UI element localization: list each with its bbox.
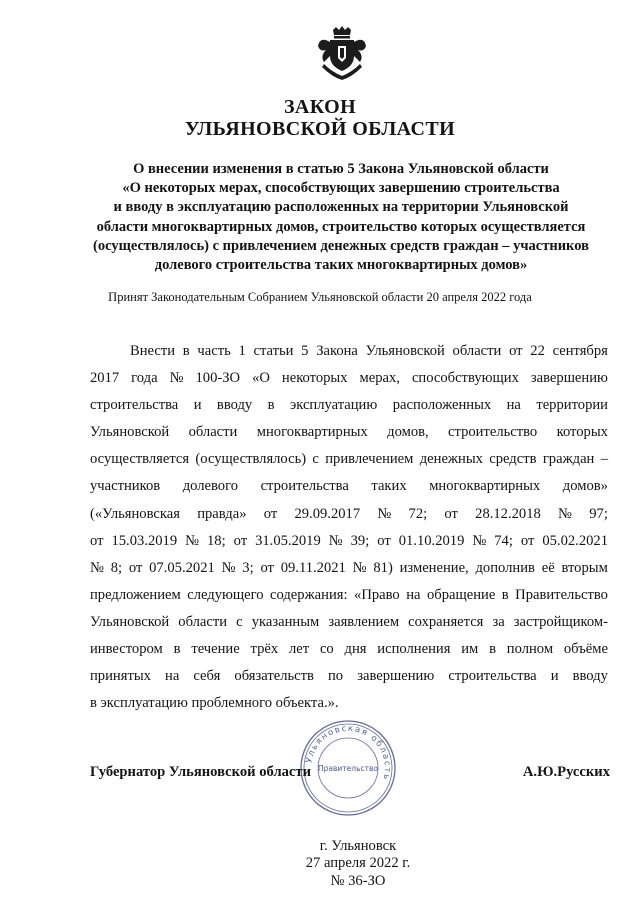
body-word: в — [90, 695, 101, 712]
body-word: № — [558, 505, 572, 522]
body-word: строительства — [260, 478, 349, 495]
body-word: 5 — [301, 343, 309, 359]
title-line: «О некоторых мерах, способствующих завершению строительства — [122, 180, 560, 197]
body-word: 29.09.2017 — [294, 505, 361, 522]
body-word: себя — [193, 668, 221, 685]
body-word: 81) — [373, 559, 393, 576]
body-word: Ульяновской — [90, 424, 170, 441]
coat-of-arms-emblem — [316, 26, 368, 82]
body-word: обязательств — [234, 668, 314, 685]
body-line — [90, 531, 608, 558]
svg-text:Ульяновская область: Ульяновская область — [304, 723, 393, 782]
body-word: № — [352, 559, 367, 576]
body-word: 74; — [494, 532, 513, 549]
title-line: О внесении изменения в статью 5 Закона Ульяновской области — [133, 161, 549, 177]
body-word: от — [377, 532, 391, 549]
body-word: Правительство — [515, 586, 608, 603]
body-word: в — [173, 641, 181, 658]
title-line: долевого строительства таких многоквартирных домов» — [154, 257, 528, 274]
body-word: эксплуатацию — [100, 695, 192, 712]
body-line — [90, 395, 608, 422]
body-word: и — [550, 668, 559, 685]
body-word: – — [600, 451, 608, 468]
body-word: в — [182, 343, 190, 359]
body-word: заявлением — [328, 613, 400, 630]
body-line — [90, 612, 608, 639]
signing-place: г. Ульяновск — [319, 838, 397, 854]
body-word: изменение, — [399, 559, 469, 576]
body-word: многоквартирных — [429, 478, 541, 495]
body-word: № — [472, 532, 487, 549]
signer-position: Губернатор Ульяновской области — [90, 764, 311, 780]
body-word: № — [328, 532, 343, 549]
body-word: расположенных — [392, 397, 492, 414]
body-word: за — [492, 613, 505, 630]
body-word: 15.03.2019 — [111, 532, 178, 549]
body-word: 01.10.2019 — [398, 532, 465, 549]
body-word: в — [489, 641, 496, 658]
body-line — [90, 639, 608, 666]
body-word: вводу — [216, 397, 253, 414]
body-word: 05.02.2021 — [542, 532, 608, 549]
body-word: строительства — [448, 668, 537, 685]
body-word: 09.11.2021 — [280, 559, 346, 576]
document-type-heading: ЗАКОН — [283, 96, 357, 118]
body-word: «О — [252, 370, 270, 387]
body-word: с — [312, 451, 319, 468]
body-word: Ульяновской — [365, 343, 445, 359]
body-word: 2017 — [90, 370, 120, 387]
body-word: «Право — [354, 586, 400, 603]
law-number: № 36-ЗО — [330, 873, 386, 889]
body-word: осуществляется — [90, 451, 190, 468]
body-line — [90, 666, 608, 693]
body-word: застройщиком- — [513, 613, 608, 630]
body-word: полном — [506, 641, 554, 658]
body-word: 3; — [242, 559, 254, 576]
body-word: способствующих — [411, 370, 519, 387]
body-word: которых — [556, 424, 608, 441]
body-word: № — [90, 559, 104, 576]
signer-name: А.Ю.Русских — [522, 764, 610, 780]
body-word: 72; — [408, 505, 428, 522]
body-word: № — [377, 505, 392, 522]
body-line — [90, 422, 608, 449]
body-word: области — [452, 343, 502, 359]
law-title — [70, 160, 612, 275]
body-word: домов, — [387, 424, 429, 441]
body-word: многоквартирных — [256, 424, 368, 441]
body-word: от — [444, 505, 458, 522]
body-word: объёме — [563, 641, 608, 658]
body-word: строительство — [448, 424, 538, 441]
body-word: объекта.». — [275, 695, 339, 712]
body-line — [90, 341, 608, 368]
body-word: денежных — [419, 451, 483, 468]
body-word: статьи — [253, 343, 294, 359]
body-line — [90, 558, 608, 585]
body-word: № — [185, 532, 200, 549]
body-word: строительства — [90, 397, 179, 414]
body-word: следующего — [187, 586, 264, 603]
body-line — [90, 476, 608, 503]
body-word: 07.05.2021 — [149, 559, 215, 576]
body-word: домов» — [562, 478, 608, 495]
body-word: года — [131, 370, 158, 387]
body-word: 22 — [530, 343, 545, 359]
body-word: от — [509, 343, 523, 359]
body-word: на — [506, 397, 521, 414]
body-word: граждан — [542, 451, 595, 468]
title-line: (осуществлялось) с привлечением денежных средств граждан – участников — [93, 237, 589, 254]
law-body — [90, 341, 608, 720]
body-word: Закона — [316, 343, 358, 359]
body-word: 8; — [110, 559, 123, 576]
body-word: 31.05.2019 — [255, 532, 321, 549]
body-word: 39; — [350, 532, 370, 549]
region-heading: УЛЬЯНОВСКОЙ ОБЛАСТИ — [184, 118, 456, 140]
body-word: содержания: — [270, 586, 348, 603]
svg-text:Правительство: Правительство — [318, 764, 378, 773]
body-word: дня — [344, 641, 367, 658]
body-word: 28.12.2018 — [475, 505, 541, 522]
body-word: её — [541, 559, 555, 576]
body-word: в — [501, 586, 509, 603]
body-word: обращение — [426, 586, 496, 603]
body-word: на — [165, 668, 180, 685]
body-word: течение — [191, 641, 240, 658]
body-word: № — [221, 559, 236, 576]
body-word: области — [178, 613, 228, 630]
body-word: на — [406, 586, 421, 603]
body-word: завершению — [357, 668, 435, 685]
body-word: эксплуатацию — [289, 397, 378, 414]
body-word: принятых — [90, 668, 151, 685]
title-line: и вводу в эксплуатацию расположенных на территории Ульяновской — [113, 199, 569, 216]
body-word: инвестором — [90, 641, 163, 658]
body-word: от — [520, 532, 535, 549]
body-word: № — [169, 370, 184, 387]
body-word: исполнения — [377, 641, 451, 658]
body-word: 1 — [238, 343, 246, 359]
body-word: по — [328, 668, 344, 685]
body-word: средств — [489, 451, 537, 468]
body-line — [90, 368, 608, 395]
body-word: дополнив — [475, 559, 535, 576]
body-word: сохраняется — [408, 613, 484, 630]
body-word: им — [461, 641, 479, 658]
body-word: мерах, — [359, 370, 400, 387]
body-word: часть — [197, 343, 231, 359]
body-word: в — [267, 397, 275, 414]
body-word: завершению — [530, 370, 608, 387]
body-word: указанным — [251, 613, 320, 630]
body-word: Ульяновской — [90, 613, 170, 630]
body-word: от — [233, 532, 248, 549]
body-word: 18; — [207, 532, 226, 549]
body-word: вторым — [561, 559, 608, 576]
body-line — [90, 693, 608, 720]
body-word: некоторых — [281, 370, 348, 387]
adoption-note: Принят Законодательным Собранием Ульяновской области 20 апреля 2022 года — [108, 290, 532, 304]
body-word: от — [128, 559, 143, 576]
body-word: со — [319, 641, 334, 658]
body-word: таких — [371, 478, 407, 495]
body-line — [90, 449, 608, 476]
body-word: от — [90, 532, 104, 549]
body-word: трёх — [250, 641, 279, 658]
body-word: Внести — [130, 343, 176, 359]
body-word: проблемного — [191, 695, 276, 712]
body-word: сентября — [552, 343, 608, 359]
signing-date: 27 апреля 2022 г. — [305, 855, 411, 871]
body-word: с — [236, 613, 243, 630]
body-word: территории — [536, 397, 608, 414]
body-word: предложением — [90, 586, 181, 603]
body-word: вводу — [572, 668, 608, 685]
body-word: и — [193, 397, 202, 414]
body-word: долевого — [182, 478, 238, 495]
body-word: от — [263, 505, 278, 522]
body-word: (осуществлялось) — [195, 451, 307, 468]
body-line — [90, 504, 608, 531]
body-line — [90, 585, 608, 612]
body-word: («Ульяновская — [90, 505, 180, 522]
title-line: области многоквартирных домов, строительство которых осуществляется — [96, 218, 586, 235]
body-word: области — [188, 424, 238, 441]
body-word: 100-ЗО — [195, 370, 241, 387]
body-word: участников — [90, 478, 161, 495]
body-word: привлечением — [325, 451, 414, 468]
body-word: от — [260, 559, 274, 576]
body-word: правда» — [197, 505, 247, 522]
body-word: 97; — [589, 505, 608, 522]
official-seal-stamp — [298, 718, 398, 818]
body-word: лет — [288, 641, 310, 658]
